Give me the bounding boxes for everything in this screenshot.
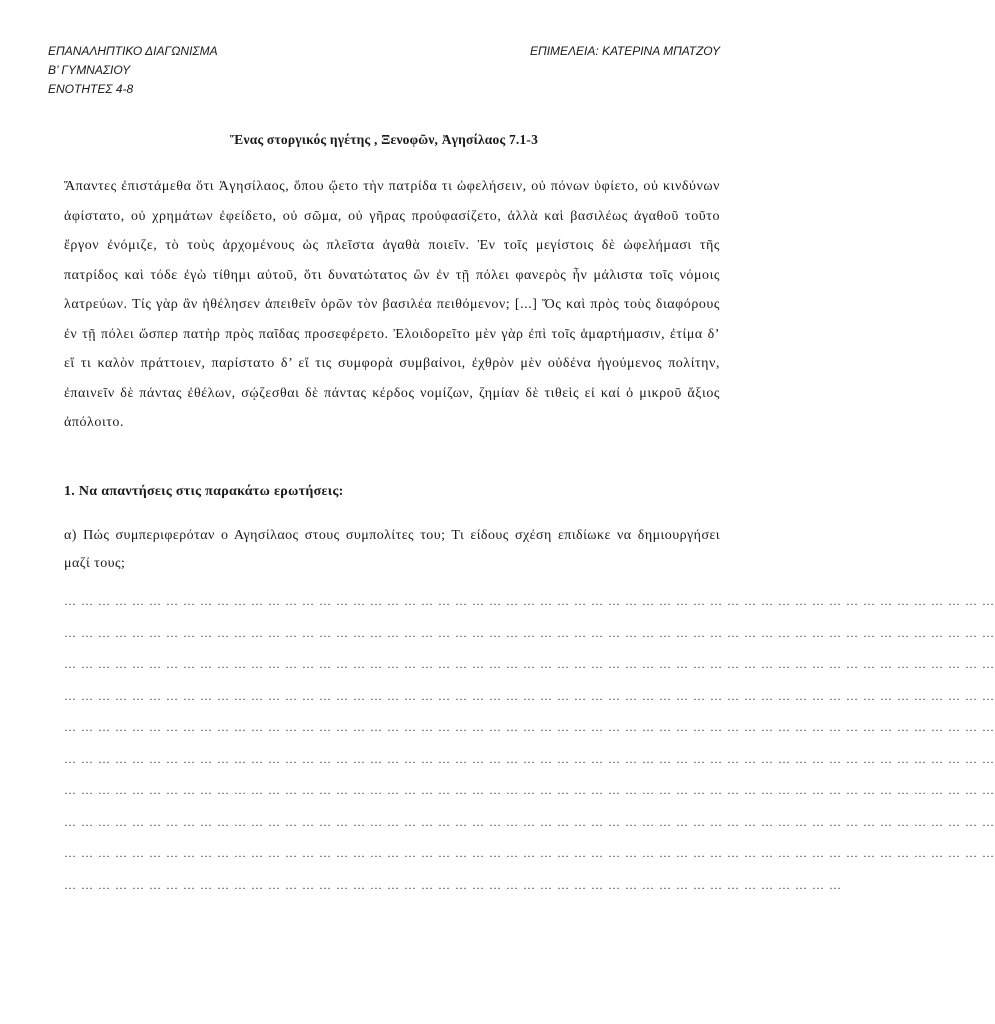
grade-label: Β’ ΓΥΜΝΑΣΙΟΥ (48, 63, 131, 77)
answer-line[interactable]: … … … … … … … … … … … … … … … … … … … … … … … … … … … … … … … … … … … … … … … … … … … … … … … … … … … … … … … (64, 846, 995, 860)
author-credit: ΕΠΙΜΕΛΕΙΑ: ΚΑΤΕΡΙΝΑ ΜΠΑΤΖΟΥ (530, 44, 720, 58)
answer-line[interactable]: … … … … … … … … … … … … … … … … … … … … … … … … … … … … … … … … … … … … … … … … … … … … … … … … … … … … … … … (64, 594, 995, 608)
questions-heading: 1. Να απαντήσεις στις παρακάτω ερωτήσεις: (64, 484, 344, 499)
ancient-greek-passage: Ἅπαντες ἐπιστάμεθα ὅτι Ἀγησίλαος, ὅπου ᾤετο τὴν πατρίδα τι ὠφελήσειν, οὐ πόνων ὑφίετο, οὐ κινδύνων ἀφίστατο, οὐ χρημάτων ἐφείδετο, οὐ σῶμα, οὐ γῆρας προὐφασίζετο, ἀλλὰ καὶ βασιλέως ἀγαθοῦ τοῦτο ἔργον ἐνόμιζε, τὸ τοὺς ἀρχομένους ὡς πλεῖστα ἀγαθὰ ποιεῖν. Ἐν τοῖς μεγίστοις δὲ ὠφελήμασι τῆς πατρίδος καὶ τόδε ἐγὼ τίθημι αὐτοῦ, ὅτι δυνατώτατος ὢν ἐν τῇ πόλει φανερὸς ἦν μάλιστα τοῖς νόμοις λατρεύων. Τίς γὰρ ἂν ἠθέλησεν ἀπειθεῖν ὁρῶν τὸν βασιλέα πειθόμενον; [...] Ὅς καὶ πρὸς τοὺς διαφόρους ἐν τῇ πόλει ὥσπερ πατὴρ πρὸς παῖδας προσεφέρετο. Ἐλοιδορεῖτο μὲν γὰρ ἐπὶ τοῖς ἁμαρτήμασιν, ἐτίμα δ’ εἴ τι καλὸν πράττοιεν, παρίστατο δ’ εἴ τις συμφορὰ συμβαίνοι, ἐχθρὸν μὲν οὐδένα ἡγούμενος πολίτην, ἐπαινεῖν δὲ πάντας ἐθέλων, σῴζεσθαι δὲ πάντας κέρδος νομίζων, ζημίαν δὲ τιθεὶς εἰ καί ὁ μικροῦ ἄξιος ἀπόλοιτο. (64, 179, 720, 430)
exam-title: ΕΠΑΝΑΛΗΠΤΙΚΟ ΔΙΑΓΩΝΙΣΜΑ (48, 44, 218, 58)
passage-title: Ἕνας στοργικός ηγέτης , Ξενοφῶν, Ἀγησίλαος 7.1-3 (229, 132, 539, 147)
answer-line[interactable]: … … … … … … … … … … … … … … … … … … … … … … … … … … … … … … … … … … … … … … … … … … … … … … … … … … … … … … … (64, 720, 995, 734)
answer-line[interactable]: … … … … … … … … … … … … … … … … … … … … … … … … … … … … … … … … … … … … … … … … … … … … … … … … … … … … … … … (64, 814, 995, 829)
answer-line[interactable]: … … … … … … … … … … … … … … … … … … … … … … … … … … … … … … … … … … … … … … … … … … … … … … (64, 877, 842, 892)
answer-line[interactable]: … … … … … … … … … … … … … … … … … … … … … … … … … … … … … … … … … … … … … … … … … … … … … … … … … … … … … … … (64, 783, 995, 797)
units-label: ΕΝΟΤΗΤΕΣ 4-8 (48, 82, 134, 96)
answer-line[interactable]: … … … … … … … … … … … … … … … … … … … … … … … … … … … … … … … … … … … … … … … … … … … … … … … … … … … … … … … (64, 625, 995, 640)
question-a: α) Πώς συμπεριφερόταν ο Αγησίλαος στους συμπολίτες του; Τι είδους σχέση επιδίωκε να δημιουργήσει μαζί τους; (64, 528, 720, 571)
document-header (48, 42, 720, 99)
answer-line[interactable]: … … … … … … … … … … … … … … … … … … … … … … … … … … … … … … … … … … … … … … … … … … … … … … … … … … … … … … … (64, 688, 995, 703)
answer-line[interactable]: … … … … … … … … … … … … … … … … … … … … … … … … … … … … … … … … … … … … … … … … … … … … … … … … … … … … … … … (64, 751, 995, 766)
header-left-block (48, 42, 218, 99)
answer-area[interactable] (64, 594, 995, 909)
answer-line[interactable]: … … … … … … … … … … … … … … … … … … … … … … … … … … … … … … … … … … … … … … … … … … … … … … … … … … … … … … … (64, 657, 995, 671)
